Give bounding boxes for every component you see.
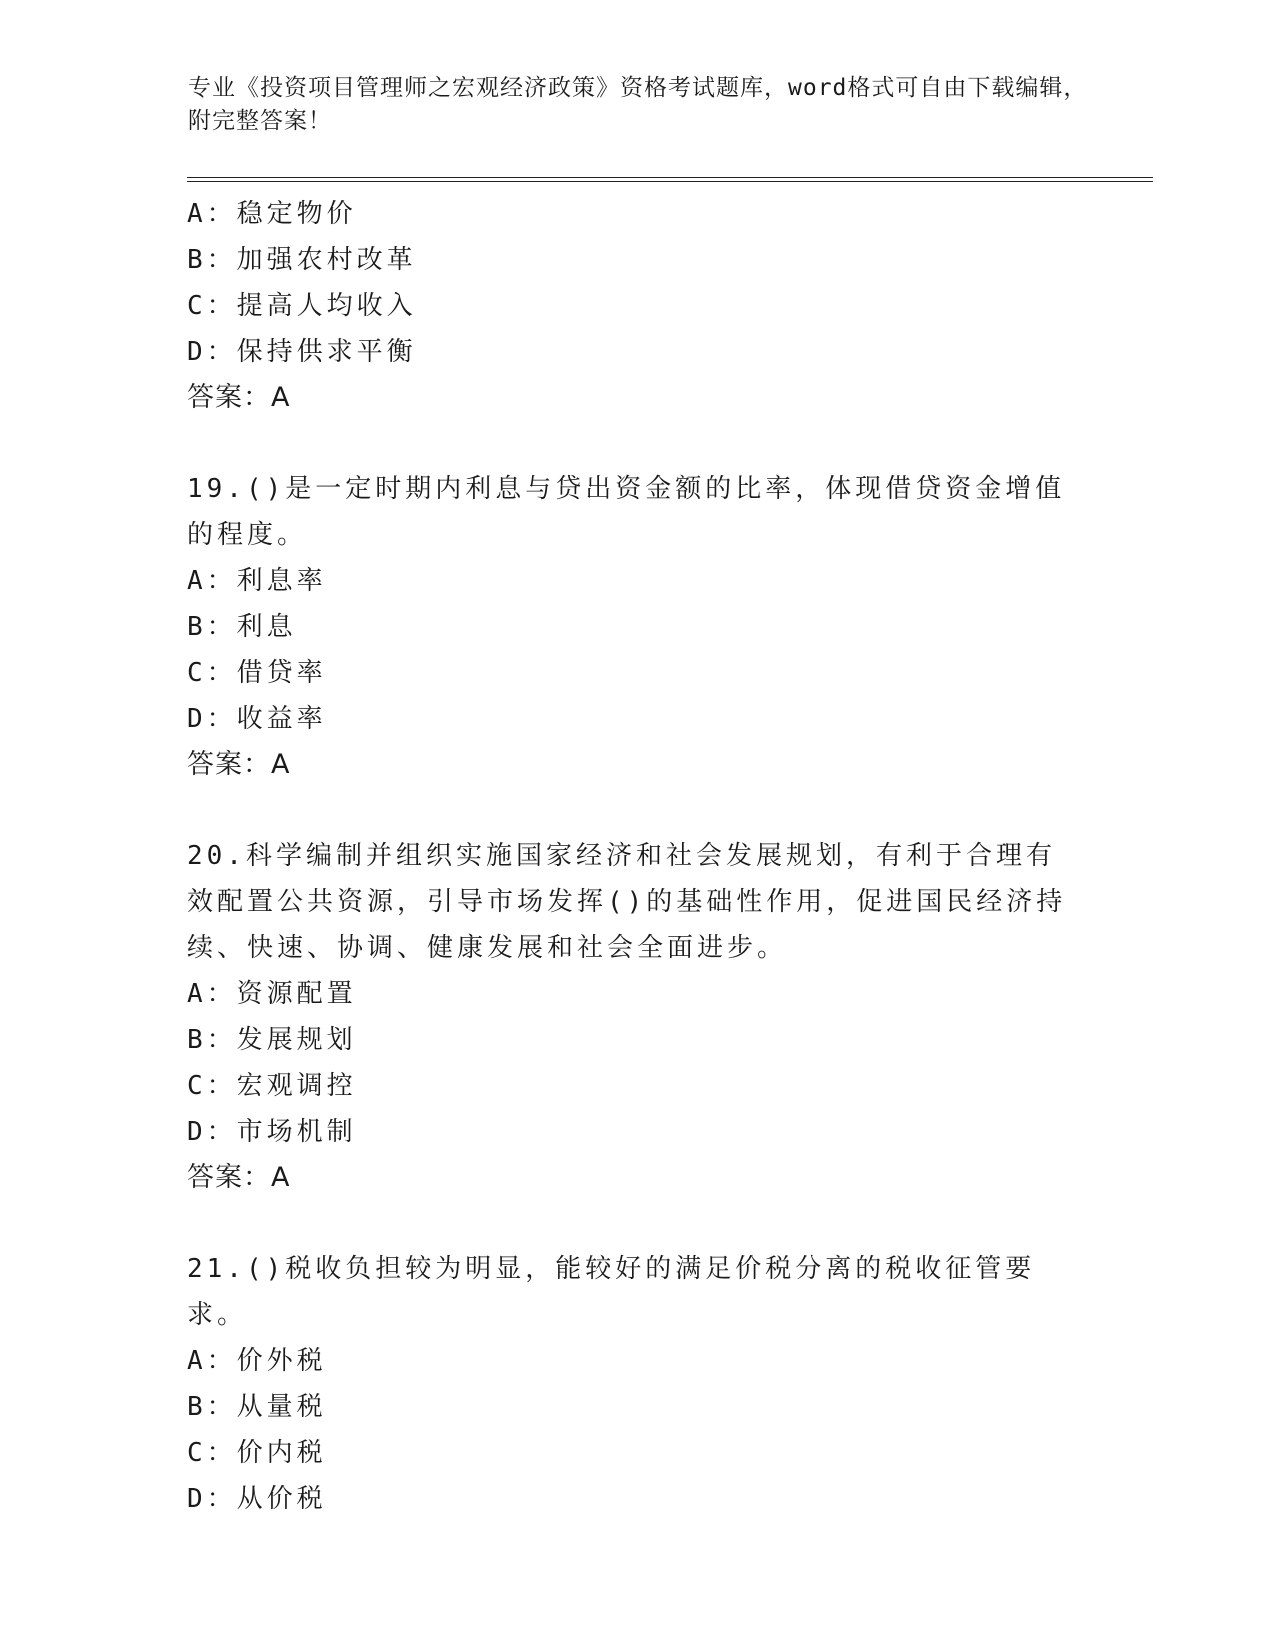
option-b: B：从量税: [187, 1392, 327, 1422]
question-list: [187, 191, 1087, 1522]
option-d: D：市场机制: [187, 1117, 357, 1147]
question-block-18: [187, 191, 1087, 421]
option-d: D：从价税: [187, 1484, 327, 1514]
question-block-19: [187, 466, 1087, 788]
header-divider-top: [187, 177, 1153, 178]
option-c: C：提高人均收入: [187, 291, 417, 321]
document-header: 专业《投资项目管理师之宏观经济政策》资格考试题库，word格式可自由下载编辑，附完整答案！: [188, 75, 1088, 134]
option-b: B：发展规划: [187, 1025, 357, 1055]
question-text: 20.科学编制并组织实施国家经济和社会发展规划，有利于合理有效配置公共资源，引导市场发挥()的基础性作用，促进国民经济持续、快速、协调、健康发展和社会全面进步。: [187, 841, 1067, 963]
header-divider-bottom: [187, 181, 1153, 182]
answer-line: 答案：A: [187, 749, 291, 780]
option-d: D：保持供求平衡: [187, 337, 417, 367]
option-a: A：稳定物价: [187, 199, 357, 229]
option-c: C：宏观调控: [187, 1071, 357, 1101]
option-c: C：价内税: [187, 1438, 327, 1468]
option-d: D：收益率: [187, 704, 327, 734]
option-b: B：加强农村改革: [187, 245, 417, 275]
option-a: A：利息率: [187, 566, 327, 596]
option-b: B：利息: [187, 612, 297, 642]
question-block-21: [187, 1246, 1087, 1522]
question-text: 21.()税收负担较为明显，能较好的满足价税分离的税收征管要求。: [187, 1254, 1036, 1330]
option-c: C：借贷率: [187, 658, 327, 688]
question-text: 19.()是一定时期内利息与贷出资金额的比率，体现借贷资金增值的程度。: [187, 474, 1066, 550]
question-block-20: [187, 833, 1087, 1201]
option-a: A：资源配置: [187, 979, 357, 1009]
answer-line: 答案：A: [187, 382, 291, 413]
answer-line: 答案：A: [187, 1162, 291, 1193]
option-a: A：价外税: [187, 1346, 327, 1376]
